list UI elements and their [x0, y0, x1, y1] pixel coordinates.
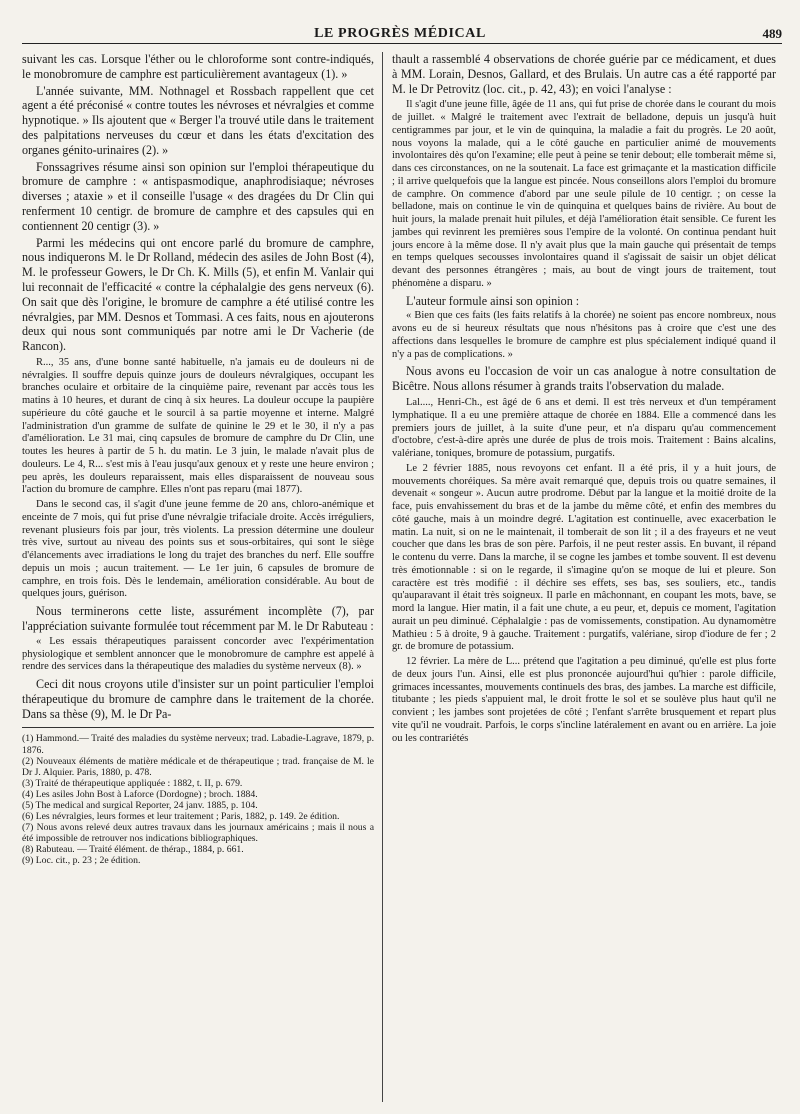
- right-column-text: [392, 52, 776, 745]
- paragraph: Ceci dit nous croyons utile d'insister sur un point particulier l'emploi thérapeutique du bromure de camphre dans le traitement de la chorée. Dans sa thèse (9), M. le Dr Pa-: [22, 677, 374, 721]
- left-column-text: [22, 52, 374, 721]
- paragraph: Fonssagrives résume ainsi son opinion sur l'emploi thérapeutique du bromure de camphre : « antispasmodique, anaphrodisiaque; névroses diverses ; ataxie » et il conseille l'usage « des dragées du Dr Clin qui renferment 10 centigr. de bromure de camphre et des capsules qui en contiennent 20 centigr (3). »: [22, 159, 374, 233]
- footnote: (8) Rabuteau. — Traité élément. de thérap., 1884, p. 661.: [22, 844, 244, 856]
- footnote: (6) Les névralgies, leurs formes et leur traitement ; Paris, 1882, p. 149. 2e édition.: [22, 811, 340, 823]
- paragraph: Nous avons eu l'occasion de voir un cas analogue à notre consultation de Bicêtre. Nous allons résumer à grands traits l'observation du malade.: [392, 364, 776, 394]
- journal-title: LE PROGRÈS MÉDICAL: [314, 26, 486, 41]
- paragraph: Le 2 février 1885, nous revoyons cet enfant. Il a été pris, il y a huit jours, de mouvements choréiques. Sa mère avait remarqué que, depuis trois ou quatre semaines, il devenait « songeur ». Aucun autre prodrome. Début par la langue et la moitié droite de la face, puis envahissement du bras et de la jambe du même côté, et enfin des membres du côté gauche, mais à un moindre degré. L'agitation est continuelle, avec exacerbation le matin. La nuit, si on ne le maintenait, il tomberait de son lit ; il a des frayeurs et ne veut coucher que dans les bras de son père. Parfois, il ne peut rester assis. En buvant, il répand le contenu du verre. Dans la marche, il se cogne les jambes et tombe souvent. Il est devenu très émotionnable : si on le regarde, il s'imagine qu'on se moque de lui et pleure. Son caractère est très modifié : il déchire ses effets, ses bas, ses souliers, etc., tandis qu'auparavant il était très soigneux. Il parle en mâchonnant, en coupant les mots, bave, se mord la langue. Hier matin, il a fait une chute, a eu peur, et, depuis ce moment, l'agitation aurait un peu diminué. Céphalalgie : pas de vomissements, constipation. Au dynamomètre Mathieu : 5 à droite, 9 à gauche. Traitement : purgatifs, valériane, sirop d'iodure de fer ; 2 gr. de bromure de potassium.: [392, 462, 776, 653]
- header-rule: [22, 43, 782, 44]
- footnote: (3) Traité de thérapeutique appliquée : 1882, t. II, p. 679.: [22, 777, 243, 789]
- paragraph: L'année suivante, MM. Nothnagel et Rossbach rappellent que cet agent a été préconisé « contre toutes les névroses et névralgies et comme hypnotique. » Ils ajoutent que « Berger l'a trouvé utile dans le traitement des palpitations nerveuses du cœur et dans les états d'excitation des organes génito-urinaires (2). »: [22, 83, 374, 157]
- column-divider: [382, 52, 383, 1102]
- paragraph: « Les essais thérapeutiques paraissent concorder avec l'expérimentation physiologique et semblent annoncer que le monobromure de camphre est appelé à rendre des services dans la thérapeutique des maladies du système nerveux (8). »: [22, 635, 374, 673]
- footnote-rule: [22, 727, 374, 728]
- paragraph: Parmi les médecins qui ont encore parlé du bromure de camphre, nous indiquerons M. le Dr Rolland, médecin des asiles de John Bost (4), M. le professeur Gowers, le Dr Ch. K. Mills (5), et enfin M. Vanlair qui lui reconnait de l'efficacité « contre la céphalalgie des gens nerveux (6). On sait que dès l'origine, le bromure de camphre a été utilisé contre les névralgies, par MM. Desnos et Tommasi. A ces faits, nous en ajouterons deux qui nous sont communiqués par notre ami le Dr Vacherie (de Rancon).: [22, 235, 374, 354]
- paragraph: 12 février. La mère de L... prétend que l'agitation a peu diminué, qu'elle est plus forte de deux jours l'un. Ainsi, elle est plus prononcée aujourd'hui qu'hier : parole difficile, grimaces incessantes, mouvements continuels des bras, des jambes. La marche est difficile, titubante ; les pieds s'appuient mal, le droit frotte le sol et se soulève plus haut qu'il ne convient ; les jambes sont projetées de côté ; l'enfant s'arrête brusquement et repart plus vite qu'il ne voudrait. Parfois, le corps s'incline latéralement en avant ou en arrière. La joie ou les contrariétés: [392, 656, 776, 744]
- paragraph: Il s'agit d'une jeune fille, âgée de 11 ans, qui fut prise de chorée dans le courant du mois de juillet. « Malgré le traitement avec l'extrait de belladone, depuis un jusqu'à huit centigrammes par jour, et le vin de quinquina, la maladie a fait du progrès. Le 20 août, nous voyons la malade, qui a le côté gauche en particulier animé de mouvements involontaires dès qu'on l'examine; elle peut à peine se tenir debout; elle tomberait même si, dans ces circonstances, on ne la soutenait. La face est grimaçante et la mastication difficile ; il arrive quelquefois que la langue est pincée. Nous conseillons alors l'emploi du bromure de camphre. On commence d'abord par une seule pilule de 10 centigr. ; on cesse la belladone, mais on continue le vin de quinquina et quelques bains de rivière. Au bout de huit jours, la malade prenait huit pilules, et déjà l'amélioration était sensible. Ce furent les jambes qui revinrent les premières sous l'empire de la volonté. On continua pendant huit jours encore à la même dose. Il n'y avait plus que la main gauche qui présentait de temps en temps quelques secousses involontaires quand il s'agissait de saisir un objet délicat devant des personnes étrangères ; mais, au bout de vingt jours de traitement, tout phénomène a disparu. »: [392, 99, 776, 289]
- left-column: [22, 52, 374, 867]
- paragraph: « Bien que ces faits (les faits relatifs à la chorée) ne soient pas encore nombreux, nous avons eu de si heureux résultats que nous n'hésitons pas à croire que c'est une des affections dans lesquelles le bromure de camphre est plus spécialement indiqué quand il n'y a pas de complications. »: [392, 310, 776, 360]
- footnote: (1) Hammond.— Traité des maladies du système nerveux; trad. Labadie-Lagrave, 1879, p. 1876.: [22, 733, 374, 756]
- footnote: (2) Nouveaux éléments de matière médicale et de thérapeutique ; trad. française de M. le Dr J. Alquier. Paris, 1880, p. 478.: [22, 755, 374, 778]
- running-header: [0, 22, 800, 52]
- paragraph: R..., 35 ans, d'une bonne santé habituelle, n'a jamais eu de douleurs ni de névralgies. Il souffre depuis quinze jours de douleurs névralgiques, occupant les branches oculaire et orbitaire de la cinquième paire, revenant par accès tous les matins à 10 heures, et durant de cinq à six heures. La douleur occupe la paupière supérieure du côté gauche et le sourcil à sa partie moyenne et interne. Malgré l'administration d'un gramme de sulfate de quinine le 29 et le 30, il n'y a pas d'amélioration. Le 31 mai, cinq capsules de bromure de camphre du Dr Clin, une toutes les heures à partir de 5 h. du matin. Le 3 juin, le malade n'avait plus de douleurs. Le 4, R... s'est mis à l'eau jusqu'aux genoux et y reste une heure environ ; peu après, les douleurs reparaissent, mais elles disparaissent de nouveau sous l'action du bromure de camphre. Elles n'ont pas reparu (mai 1877).: [22, 356, 374, 496]
- footnote: (7) Nous avons relevé deux autres travaux dans les journaux américains ; mais il nous a été impossible de retrouver nos indications bibliographiques.: [22, 822, 374, 845]
- paragraph: Dans le second cas, il s'agit d'une jeune femme de 20 ans, chloro-anémique et enceinte de 7 mois, qui fut prise d'une névralgie trifaciale droite. Accès irréguliers, revenant plusieurs fois par jour, très violents. La pression détermine une douleur très vive, surtout au niveau des points sus et sous-orbitaires, qui sont le siège d'élancements avec irradiations le long du trajet des branches du nerf. Elle souffre depuis un mois ; aucun traitement. — Le 1er juin, 6 capsules de bromure de camphre, en trois fois. Dès le lendemain, amélioration considérable. Au bout de quelques jours, guérison.: [22, 499, 374, 600]
- page-number: 489: [762, 26, 782, 41]
- right-column: [392, 52, 776, 747]
- paragraph: suivant les cas. Lorsque l'éther ou le chloroforme sont contre-indiqués, le monobromure de camphre est particulièrement avantageux (1). »: [22, 52, 374, 81]
- paragraph: Lal...., Henri-Ch., est âgé de 6 ans et demi. Il est très nerveux et d'un tempérament lymphatique. Il a eu une première attaque de chorée en 1884. Elle a commencé dans les premiers jours de juillet, à la suite d'une peur, et n'a disparu qu'au commencement d'octobre, c'est-à-dire après une durée de plus de trois mois. Traitement : Bains alcalins, valériane, toniques, bromure de potassium, purgatifs.: [392, 397, 776, 460]
- footnote: (9) Loc. cit., p. 23 ; 2e édition.: [22, 855, 141, 867]
- paragraph: L'auteur formule ainsi son opinion :: [406, 293, 580, 308]
- paragraph: thault a rassemblé 4 observations de chorée guérie par ce médicament, et dues à MM. Lorain, Desnos, Gallard, et des Brulais. Un autre cas a été rapporté par M. le Dr Petrovitz (loc. cit., p. 42, 43); en voici l'analyse :: [392, 52, 776, 96]
- footnote: (4) Les asiles John Bost à Laforce (Dordogne) ; broch. 1884.: [22, 788, 258, 800]
- footnotes: [22, 733, 374, 866]
- paragraph: Nous terminerons cette liste, assurément incomplète (7), par l'appréciation suivante formulée tout récemment par M. le Dr Rabuteau :: [22, 604, 374, 633]
- footnote: (5) The medical and surgical Reporter, 24 janv. 1885, p. 104.: [22, 799, 258, 811]
